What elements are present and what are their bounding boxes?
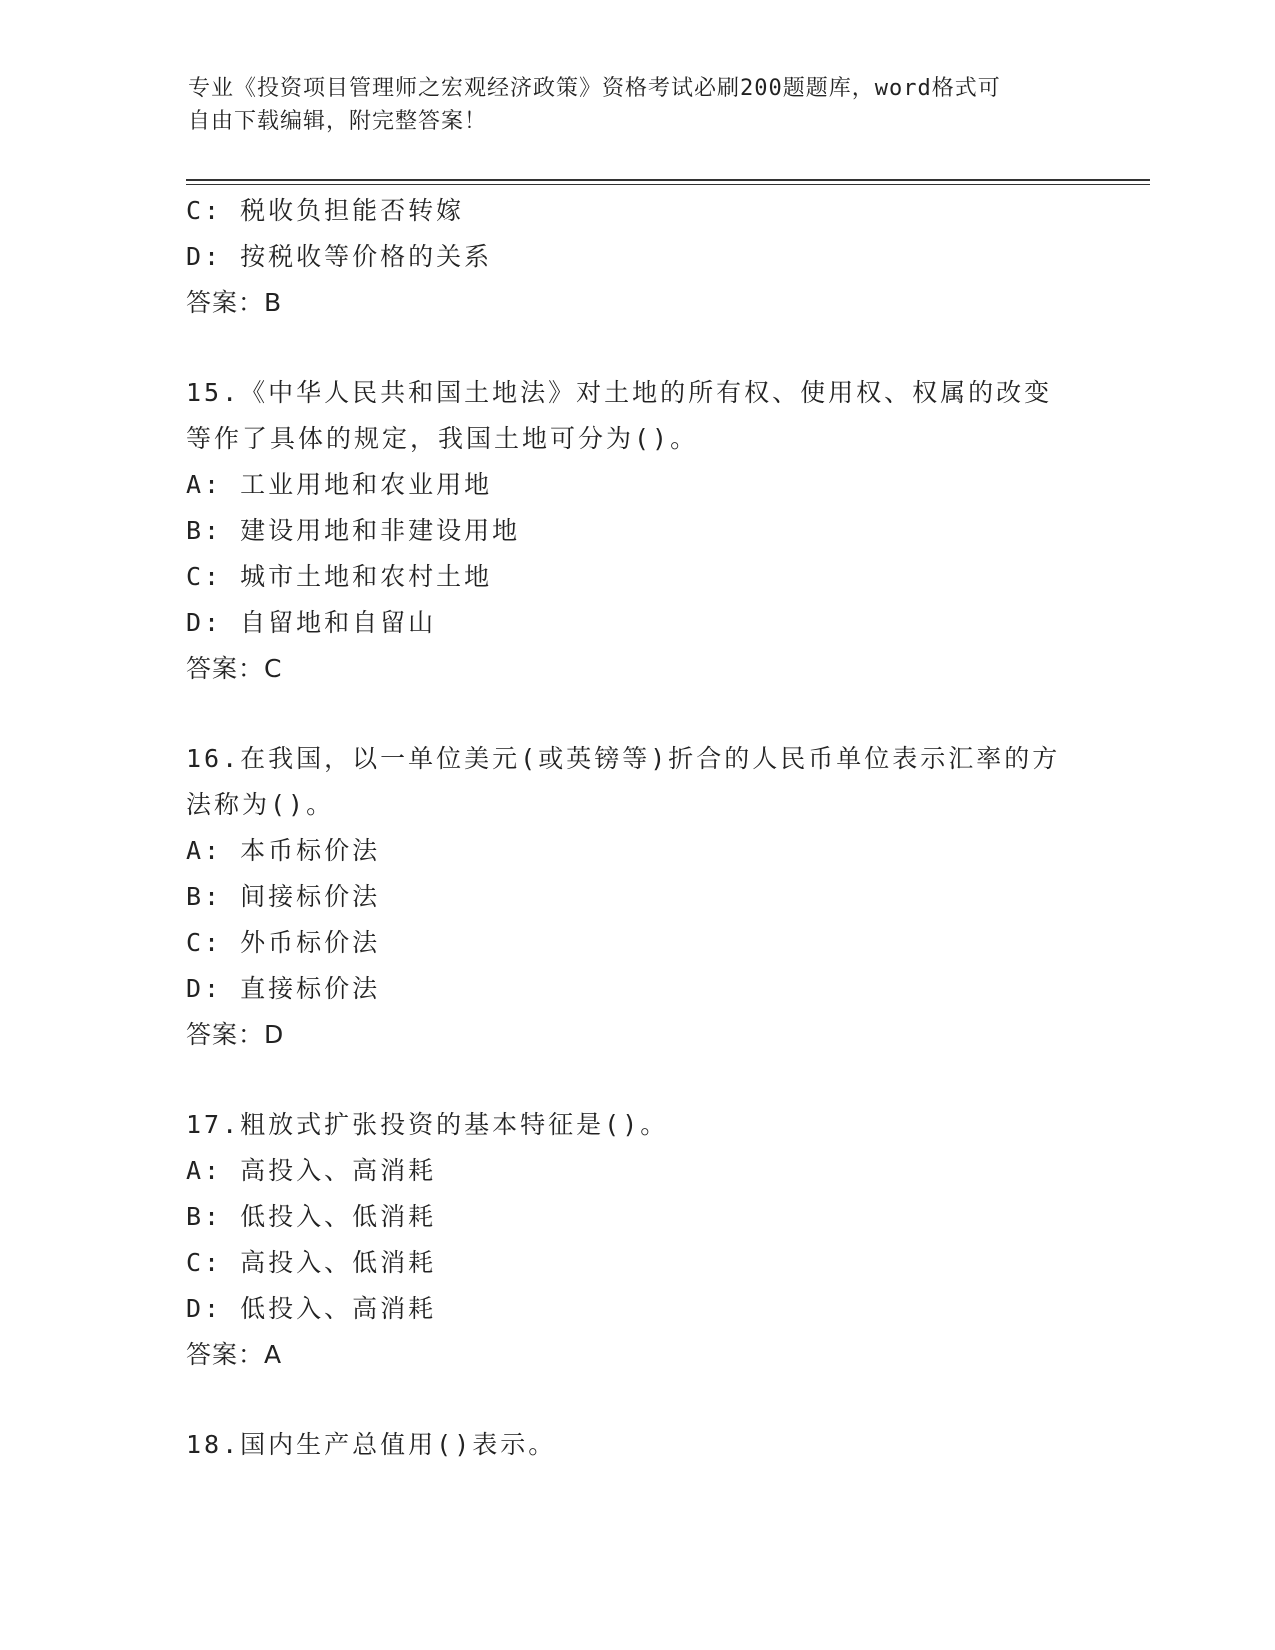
option-c: C: 外币标价法 [186,928,381,957]
question-stem-line: 15.《中华人民共和国土地法》对土地的所有权、使用权、权属的改变 [186,378,1053,407]
question-stem-line: 16.在我国，以一单位美元(或英镑等)折合的人民币单位表示汇率的方 [186,744,1061,773]
option-d: D: 按税收等价格的关系 [186,242,493,271]
question-stem-line: 等作了具体的规定，我国土地可分为()。 [186,424,699,453]
question-14-tail [186,188,1086,326]
option-b: B: 间接标价法 [186,882,381,911]
question-stem-line: 17.粗放式扩张投资的基本特征是()。 [186,1110,669,1139]
header-line-2: 自由下载编辑，附完整答案！ [188,109,488,134]
option-a: A: 高投入、高消耗 [186,1156,437,1185]
question-18 [186,1422,1086,1468]
document-body [186,188,1086,1468]
question-17 [186,1102,1086,1378]
option-c: C: 城市土地和农村土地 [186,562,493,591]
header-divider [186,179,1150,181]
option-c: C: 税收负担能否转嫁 [186,196,465,225]
document-header [188,72,1068,138]
option-d: D: 自留地和自留山 [186,608,437,637]
answer: 答案：C [186,654,283,683]
option-b: B: 建设用地和非建设用地 [186,516,521,545]
option-d: D: 低投入、高消耗 [186,1294,437,1323]
option-b: B: 低投入、低消耗 [186,1202,437,1231]
question-stem-line: 法称为()。 [186,790,335,819]
question-15 [186,370,1086,692]
header-line-1: 专业《投资项目管理师之宏观经济政策》资格考试必刷200题题库，word格式可 [188,76,1001,101]
option-a: A: 本币标价法 [186,836,381,865]
option-a: A: 工业用地和农业用地 [186,470,493,499]
answer: 答案：B [186,288,283,317]
question-stem-line: 18.国内生产总值用()表示。 [186,1430,557,1459]
answer: 答案：D [186,1020,285,1049]
option-d: D: 直接标价法 [186,974,381,1003]
question-16 [186,736,1086,1058]
header-divider-thin [186,184,1150,185]
option-c: C: 高投入、低消耗 [186,1248,437,1277]
answer: 答案：A [186,1340,283,1369]
